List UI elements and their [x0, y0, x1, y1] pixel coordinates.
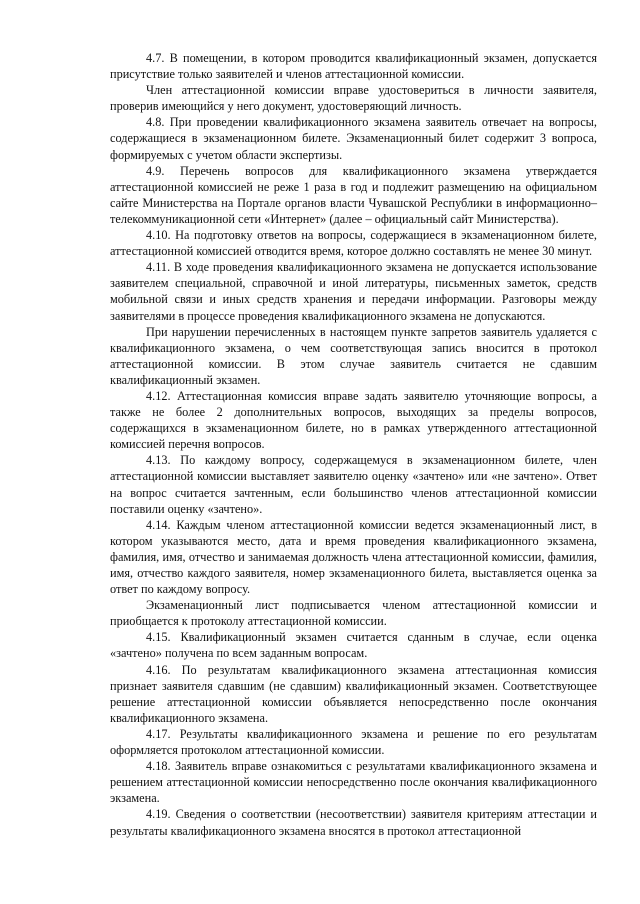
paragraph-4-18: 4.18. Заявитель вправе ознакомиться с результатами квалификационного экзамена и решением аттестационной комиссии непосредственно после окончания квалификационного экзамена. [110, 759, 597, 806]
paragraph-4-11-violation: При нарушении перечисленных в настоящем пункте запретов заявитель удаляется с квалификационного экзамена, о чем соответствующая запись вносится в протокол аттестационной комиссии. В этом случае заявитель считается не сдавшим квалификационный экзамен. [110, 324, 597, 387]
paragraph-4-11: 4.11. В ходе проведения квалификационного экзамена не допускается использование заявителем специальной, справочной и иной литературы, письменных заметок, средств мобильной связи и иных средств хранения и передачи информации. Разговоры между заявителями в процессе проведения квалификационного экзамена не допускаются. [110, 260, 597, 323]
paragraph-4-14: 4.14. Каждым членом аттестационной комиссии ведется экзаменационный лист, в котором указываются место, дата и время проведения квалификационного экзамена, фамилия, имя, отчество и занимаемая должность члена аттестационной комиссии, фамилия, имя, отчество каждого заявителя, номер экзаменационного билета, выставляется оценка за ответ по каждому вопросу. [110, 517, 597, 597]
paragraph-4-8: 4.8. При проведении квалификационного экзамена заявитель отвечает на вопросы, содержащиеся в экзаменационном билете. Экзаменационный билет содержит 3 вопроса, формируемых с учетом области экспертизы. [110, 115, 597, 162]
paragraph-4-10: 4.10. На подготовку ответов на вопросы, содержащиеся в экзаменационном билете, аттестационной комиссией отводится время, которое должно составлять не менее 30 минут. [110, 228, 597, 259]
paragraph-4-13: 4.13. По каждому вопросу, содержащемуся в экзаменационном билете, член аттестационной комиссии выставляет заявителю оценку «зачтено» или «не зачтено». Ответ на вопрос считается зачтенным, если большинство членов аттестационной комиссии поставили оценку «зачтено». [110, 453, 597, 516]
paragraph-4-9: 4.9. Перечень вопросов для квалификационного экзамена утверждается аттестационной комиссией не реже 1 раза в год и подлежит размещению на официальном сайте Министерства на Портале органов власти Чувашской Республики в информационно–телекоммуникационной сети «Интернет» (далее – официальный сайт Министерства). [110, 163, 597, 226]
paragraph-4-19: 4.19. Сведения о соответствии (несоответствии) заявителя критериям аттестации и результаты квалификационного экзамена вносятся в протокол аттестационной [110, 807, 597, 838]
paragraph-4-17: 4.17. Результаты квалификационного экзамена и решение по его результатам оформляется протоколом аттестационной комиссии. [110, 726, 597, 758]
paragraph-4-16: 4.16. По результатам квалификационного экзамена аттестационная комиссия признает заявителя сдавшим (не сдавшим) квалификационный экзамен. Соответствующее решение аттестационной комиссии объявляется непосредственно после окончания квалификационного экзамена. [110, 662, 597, 725]
paragraph-4-7: 4.7. В помещении, в котором проводится квалификационный экзамен, допускается присутствие только заявителей и членов аттестационной комиссии. [110, 51, 597, 82]
paragraph-4-15: 4.15. Квалификационный экзамен считается сданным в случае, если оценка «зачтено» получена по всем заданным вопросам. [110, 630, 597, 661]
paragraph-4-7-identity: Член аттестационной комиссии вправе удостовериться в личности заявителя, проверив имеющийся у него документ, удостоверяющий личность. [110, 83, 597, 114]
paragraph-4-12: 4.12. Аттестационная комиссия вправе задать заявителю уточняющие вопросы, а также не более 2 дополнительных вопросов, выходящих за пределы вопросов, содержащихся в экзаменационном билете, но в рамках утвержденного аттестационной комиссией перечня вопросов. [110, 388, 597, 452]
paragraph-4-14-signature: Экзаменационный лист подписывается членом аттестационной комиссии и приобщается к протоколу аттестационной комиссии. [110, 598, 597, 629]
